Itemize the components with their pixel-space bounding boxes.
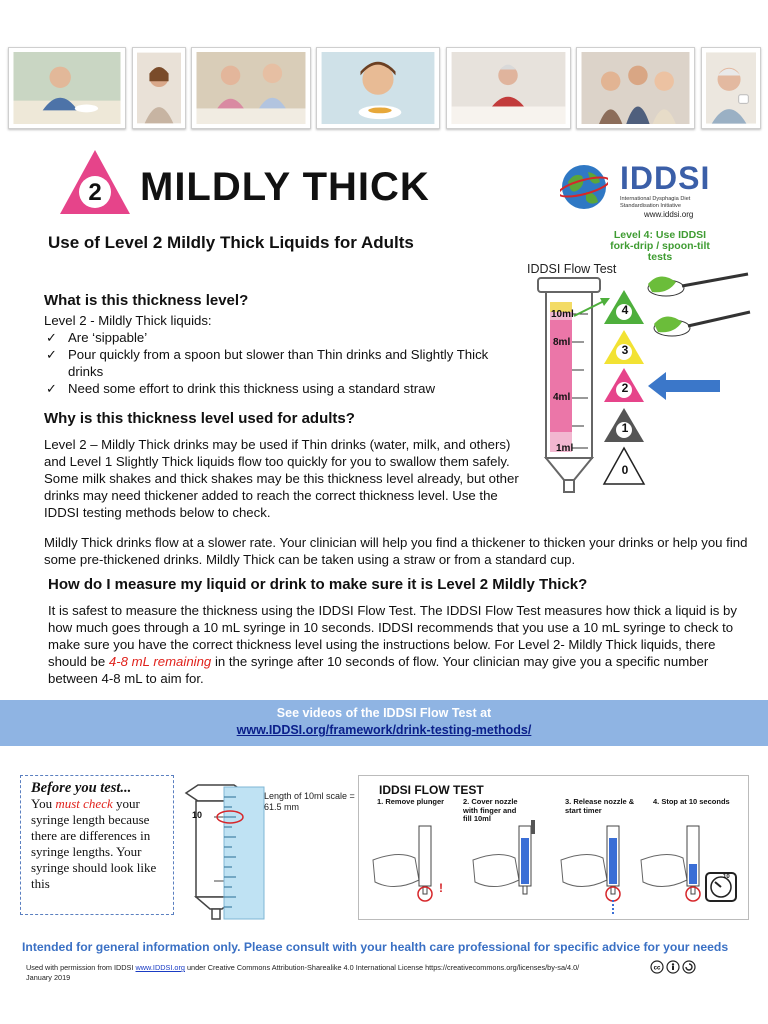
timer-icon [705, 872, 737, 902]
section-what-heading: What is this thickness level? [44, 292, 249, 309]
section-why-heading: Why is this thickness level used for adults? [44, 410, 355, 427]
bullet-list [44, 329, 524, 397]
photo-elderly-woman-cup [701, 47, 761, 129]
flow-step-2: 2. Cover nozzle with finger and fill 10ml [463, 797, 518, 823]
before-you-test-box [20, 775, 174, 915]
svg-text:2: 2 [88, 179, 102, 206]
mark-1ml: 1ml [556, 443, 574, 454]
syringe-diagram [528, 272, 760, 496]
logo-url: www.iddsi.org [644, 210, 694, 219]
timer-label: 10 [723, 874, 730, 880]
photo-girl-eating [316, 47, 440, 129]
section-measure-body: It is safest to measure the thickness using the IDDSI Flow Test. The IDDSI Flow Test measures how thick a liquid is by how much goes through a 10 mL syringe in 10 seconds. IDDSI recommends that you use a 10 mL syringe to check to make sure you have the correct thickness level using the instructions below. For Level 2- Mildly Thick liquids, there should be 4-8 mL remaining in the syringe after 10 seconds of flow. Your clinician may give you a specific number between 4-8 mL to aim for. [48, 603, 737, 686]
check-icon: ✓ [46, 347, 57, 362]
photo-two-seniors-eating [191, 47, 311, 129]
diagram-caption: Level 4: Use IDDSI fork-drip / spoon-tilt tests [610, 229, 710, 263]
flow-test-steps-illustration [359, 820, 748, 918]
mark-8ml: 8ml [553, 337, 571, 348]
scale-length-label: Length of 10ml scale = 61.5 mm [264, 791, 355, 812]
mark-10ml: 10ml [551, 309, 574, 320]
by-icon [667, 961, 679, 973]
level-2-label: 2 [621, 381, 629, 395]
iddsi-logo [560, 160, 730, 220]
syringe-ruler-diagram [180, 783, 272, 923]
must-check-text: must check [55, 796, 113, 811]
check-icon: ✓ [46, 381, 57, 396]
date: January 2019 [26, 973, 71, 982]
cc-icon [651, 961, 663, 973]
photo-woman-drinking [132, 47, 186, 129]
flow-step-3: 3. Release nozzle & start timer [565, 797, 635, 815]
level-3-label: 3 [621, 343, 629, 357]
level-1-label: 1 [621, 421, 629, 435]
list-item: ✓ Need some effort to drink this thickness using a standard straw [46, 381, 435, 396]
logo-name: IDDSI [620, 160, 711, 196]
page-title: MILDLY THICK [140, 165, 430, 209]
disclaimer: Intended for general information only. Please consult with your health care professional for specific advice for your needs [22, 940, 729, 954]
list-item: ✓ Are ‘sippable’ [46, 330, 148, 345]
logo-tagline: International Dysphagia Diet Standardisation Initiative [620, 196, 691, 209]
svg-text:cc: cc [653, 965, 661, 972]
iddsi-link[interactable]: www.IDDSI.org [135, 963, 185, 972]
photo-man-eating [8, 47, 126, 129]
section-why-para1: Level 2 – Mildly Thick drinks may be used if Thin drinks (water, milk, and others) and Level 1 Slightly Thick liquids flow too quickly for you to swallow them safely. Some milk shakes and thick shakes may be this thickness level already, but other drinks may need thickener added to reach the correct thickness level. Use the IDDSI testing methods below to check. [44, 437, 519, 520]
list-item: ✓ Pour quickly from a spoon but slower than Thin drinks and Slightly Thick drinks [46, 347, 489, 379]
flow-test-title: IDDSI FLOW TEST [379, 783, 484, 797]
flow-test-label: IDDSI Flow Test [527, 262, 617, 276]
photo-elderly-woman-table [446, 47, 571, 129]
section-measure-heading: How do I measure my liquid or drink to make sure it is Level 2 Mildly Thick? [48, 576, 588, 593]
video-banner [0, 700, 768, 746]
level-0-label: 0 [621, 463, 629, 477]
level-triangle-icon [58, 148, 132, 216]
banner-link[interactable]: www.IDDSI.org/framework/drink-testing-methods/ [236, 723, 532, 737]
flow-test-panel [358, 775, 749, 920]
check-icon: ✓ [46, 330, 57, 345]
before-title: Before you test... [31, 780, 132, 796]
globe-icon [560, 162, 608, 212]
flow-step-4: 4. Stop at 10 seconds [653, 797, 730, 806]
photo-friends-laughing [576, 47, 695, 129]
banner-text: See videos of the IDDSI Flow Test at [276, 706, 492, 720]
subtitle: Use of Level 2 Mildly Thick Liquids for Adults [48, 233, 414, 252]
cc-license-icons [650, 960, 700, 974]
section-what-intro: Level 2 - Mildly Thick liquids: [44, 313, 212, 328]
section-why-para2: Mildly Thick drinks flow at a slower rate. Your clinician will help you find a thickener to thicken your drinks or help you find some pre-thickened drinks. Mildly Thick can be taken using a straw or from a standard cup. [44, 535, 748, 567]
remaining-amount: 4-8 mL remaining [108, 654, 212, 669]
level-4-label: 4 [621, 303, 629, 317]
mark-4ml: 4ml [553, 392, 571, 403]
flow-step-1: 1. Remove plunger [377, 797, 445, 806]
license-text: Used with permission from IDDSI www.IDDSI.org under Creative Commons Attribution-Sharealike 4.0 International License https://creativecommons.org/licenses/by-sa/4.0/ January 2019 [26, 963, 666, 983]
sa-icon [683, 961, 695, 973]
before-text: You must check your syringe length because there are differences in syringe lengths. Your syringe should look like this [31, 796, 157, 891]
section-what-body [44, 312, 524, 397]
svg-text:!: ! [439, 881, 443, 895]
syringe-mark-10: 10 [192, 810, 203, 820]
